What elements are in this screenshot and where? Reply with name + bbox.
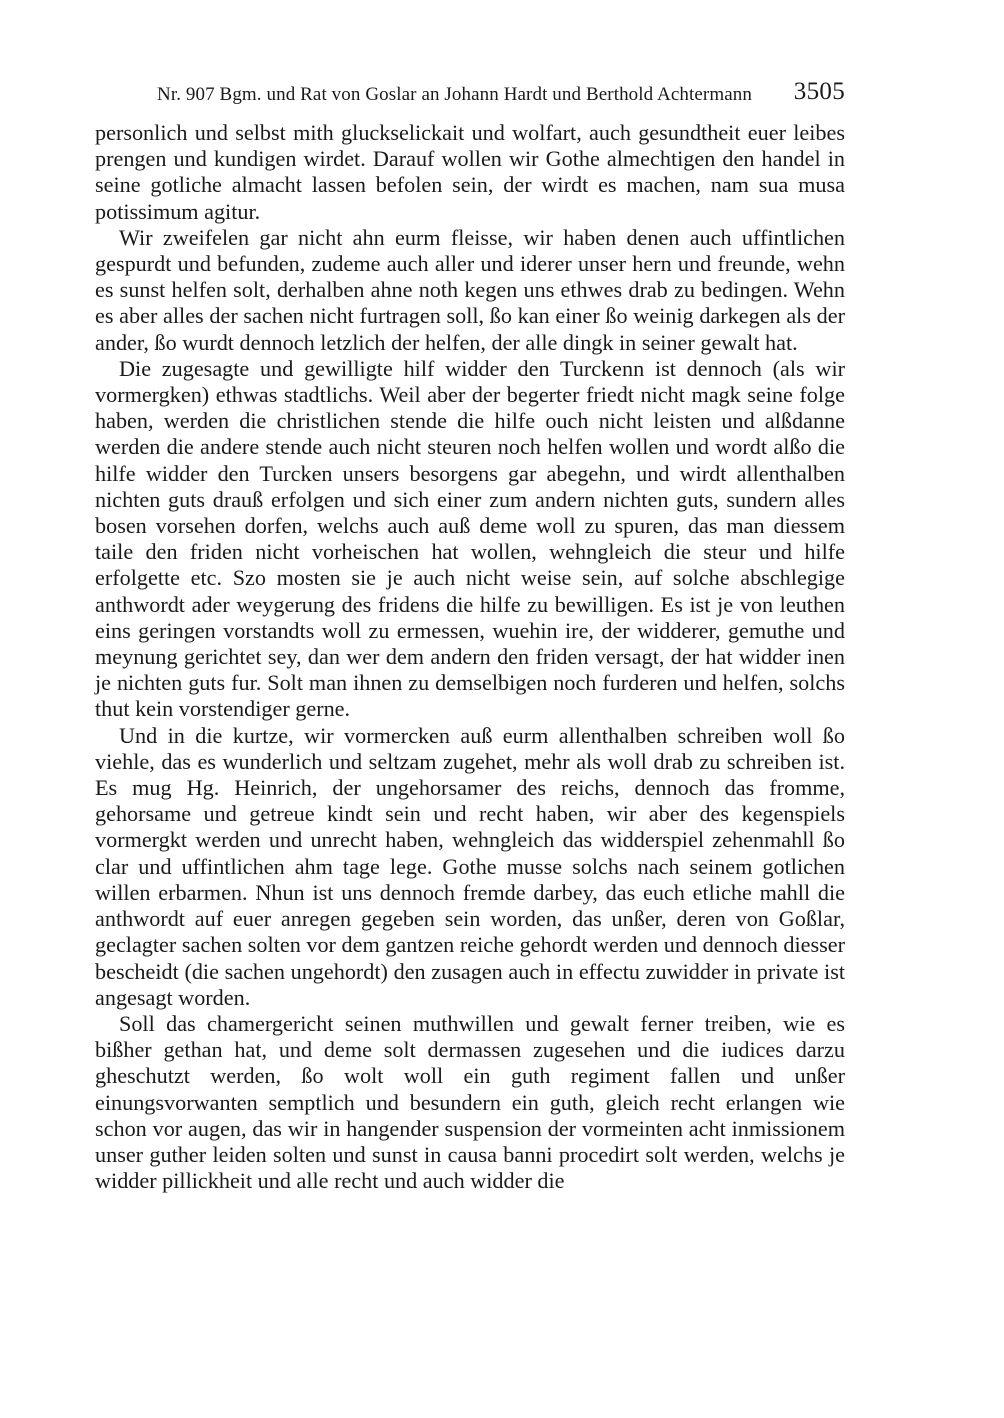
running-title: Nr. 907 Bgm. und Rat von Goslar an Johann Hardt und Berthold Achtermann [157,84,752,105]
running-header [95,78,845,110]
page-number: 3505 [793,78,845,105]
body-text [95,120,845,1194]
paragraph-1: personlich und selbst mith gluckselickait und wolfart, auch gesundtheit euer leibes prengen und kundigen wirdet. Darauf wollen wir Gothe almechtigen den handel in seine gotliche almacht lassen befolen sein, der wirdt es machen, nam sua musa potissimum agitur. [95,120,845,224]
paragraph-5: Soll das chamergericht seinen muthwillen und gewalt ferner treiben, wie es bißher gethan hat, und deme solt dermassen zugesehen und die iudices darzu gheschutzt werden, ßo wolt woll ein guth regiment fallen und unßer einungsvorwanten semptlich und besundern ein guth, gleich recht erlangen wie schon vor augen, das wir in hangender suspension der vormeinten acht inmissionem unser guther leiden solten und sunst in causa banni procedirt solt werden, welchs je widder pillickheit und alle recht und auch widder die [95,1010,845,1194]
paragraph-3: Die zugesagte und gewilligte hilf widder den Turckenn ist dennoch (als wir vormergken) ethwas stadtlichs. Weil aber der begerter friedt nicht magk seine folge haben, werden die christlichen stende die hilfe ouch nicht leisten und alßdanne werden die andere stende auch nicht steuren noch helfen wollen und wordt alßo die hilfe widder den Turcken unsers besorgens gar abegehn, und wirdt allenthalben nichten guts drauß erfolgen und sich einer zum andern nichten guts, sundern alles bosen vorsehen dorfen, welchs auch auß deme woll zu spuren, das man diessem taile den friden nicht vorheischen hat wollen, wehngleich die steur und hilfe erfolgette etc. Szo mosten sie je auch nicht weise sein, auf solche abschlegige anthwordt ader weygerung des fridens die hilfe zu bewilligen. Es ist je von leuthen eins geringen vorstandts woll zu ermessen, wuehin ire, der widderer, gemuthe und meynung gerichtet sey, dan wer dem andern den friden versagt, der hat widder inen je nichten guts fur. Solt man ihnen zu demselbigen noch furderen und helfen, solchs thut kein vorstendiger gerne. [95,355,845,722]
paragraph-2: Wir zweifelen gar nicht ahn eurm fleisse, wir haben denen auch uffintlichen gespurdt und befunden, zudeme auch aller und iderer unser hern und freunde, wehn es sunst helfen solt, derhalben ahne noth kegen uns ethwes drab zu bedingen. Wehn es aber alles der sachen nicht furtragen soll, ßo kan einer ßo weinig darkegen als der ander, ßo wurdt dennoch letzlich der helfen, der alle dingk in seiner gewalt hat. [95,224,845,355]
paragraph-4: Und in die kurtze, wir vormercken auß eurm allenthalben schreiben woll ßo viehle, das es wunderlich und seltzam zugehet, mehr als woll drab zu schreiben ist. Es mug Hg. Heinrich, der ungehorsamer des reichs, dennoch das fromme, gehorsame und getreue kindt sein und recht haben, wir aber des kegenspiels vormergkt werden und unrecht haben, wehngleich das widderspiel zehenmahll ßo clar und uffintlichen ahm tage lege. Gothe musse solchs nach seinem gotlichen willen erbarmen. Nhun ist uns dennoch fremde darbey, das euch etliche mahll die anthwordt auf euer anregen gegeben sein worden, das unßer, deren von Goßlar, geclagter sachen solten vor dem gantzen reiche gehordt werden und dennoch diesser bescheidt (die sachen ungehordt) den zusagen auch in effectu zuwidder in private ist angesagt worden. [95,722,845,1010]
